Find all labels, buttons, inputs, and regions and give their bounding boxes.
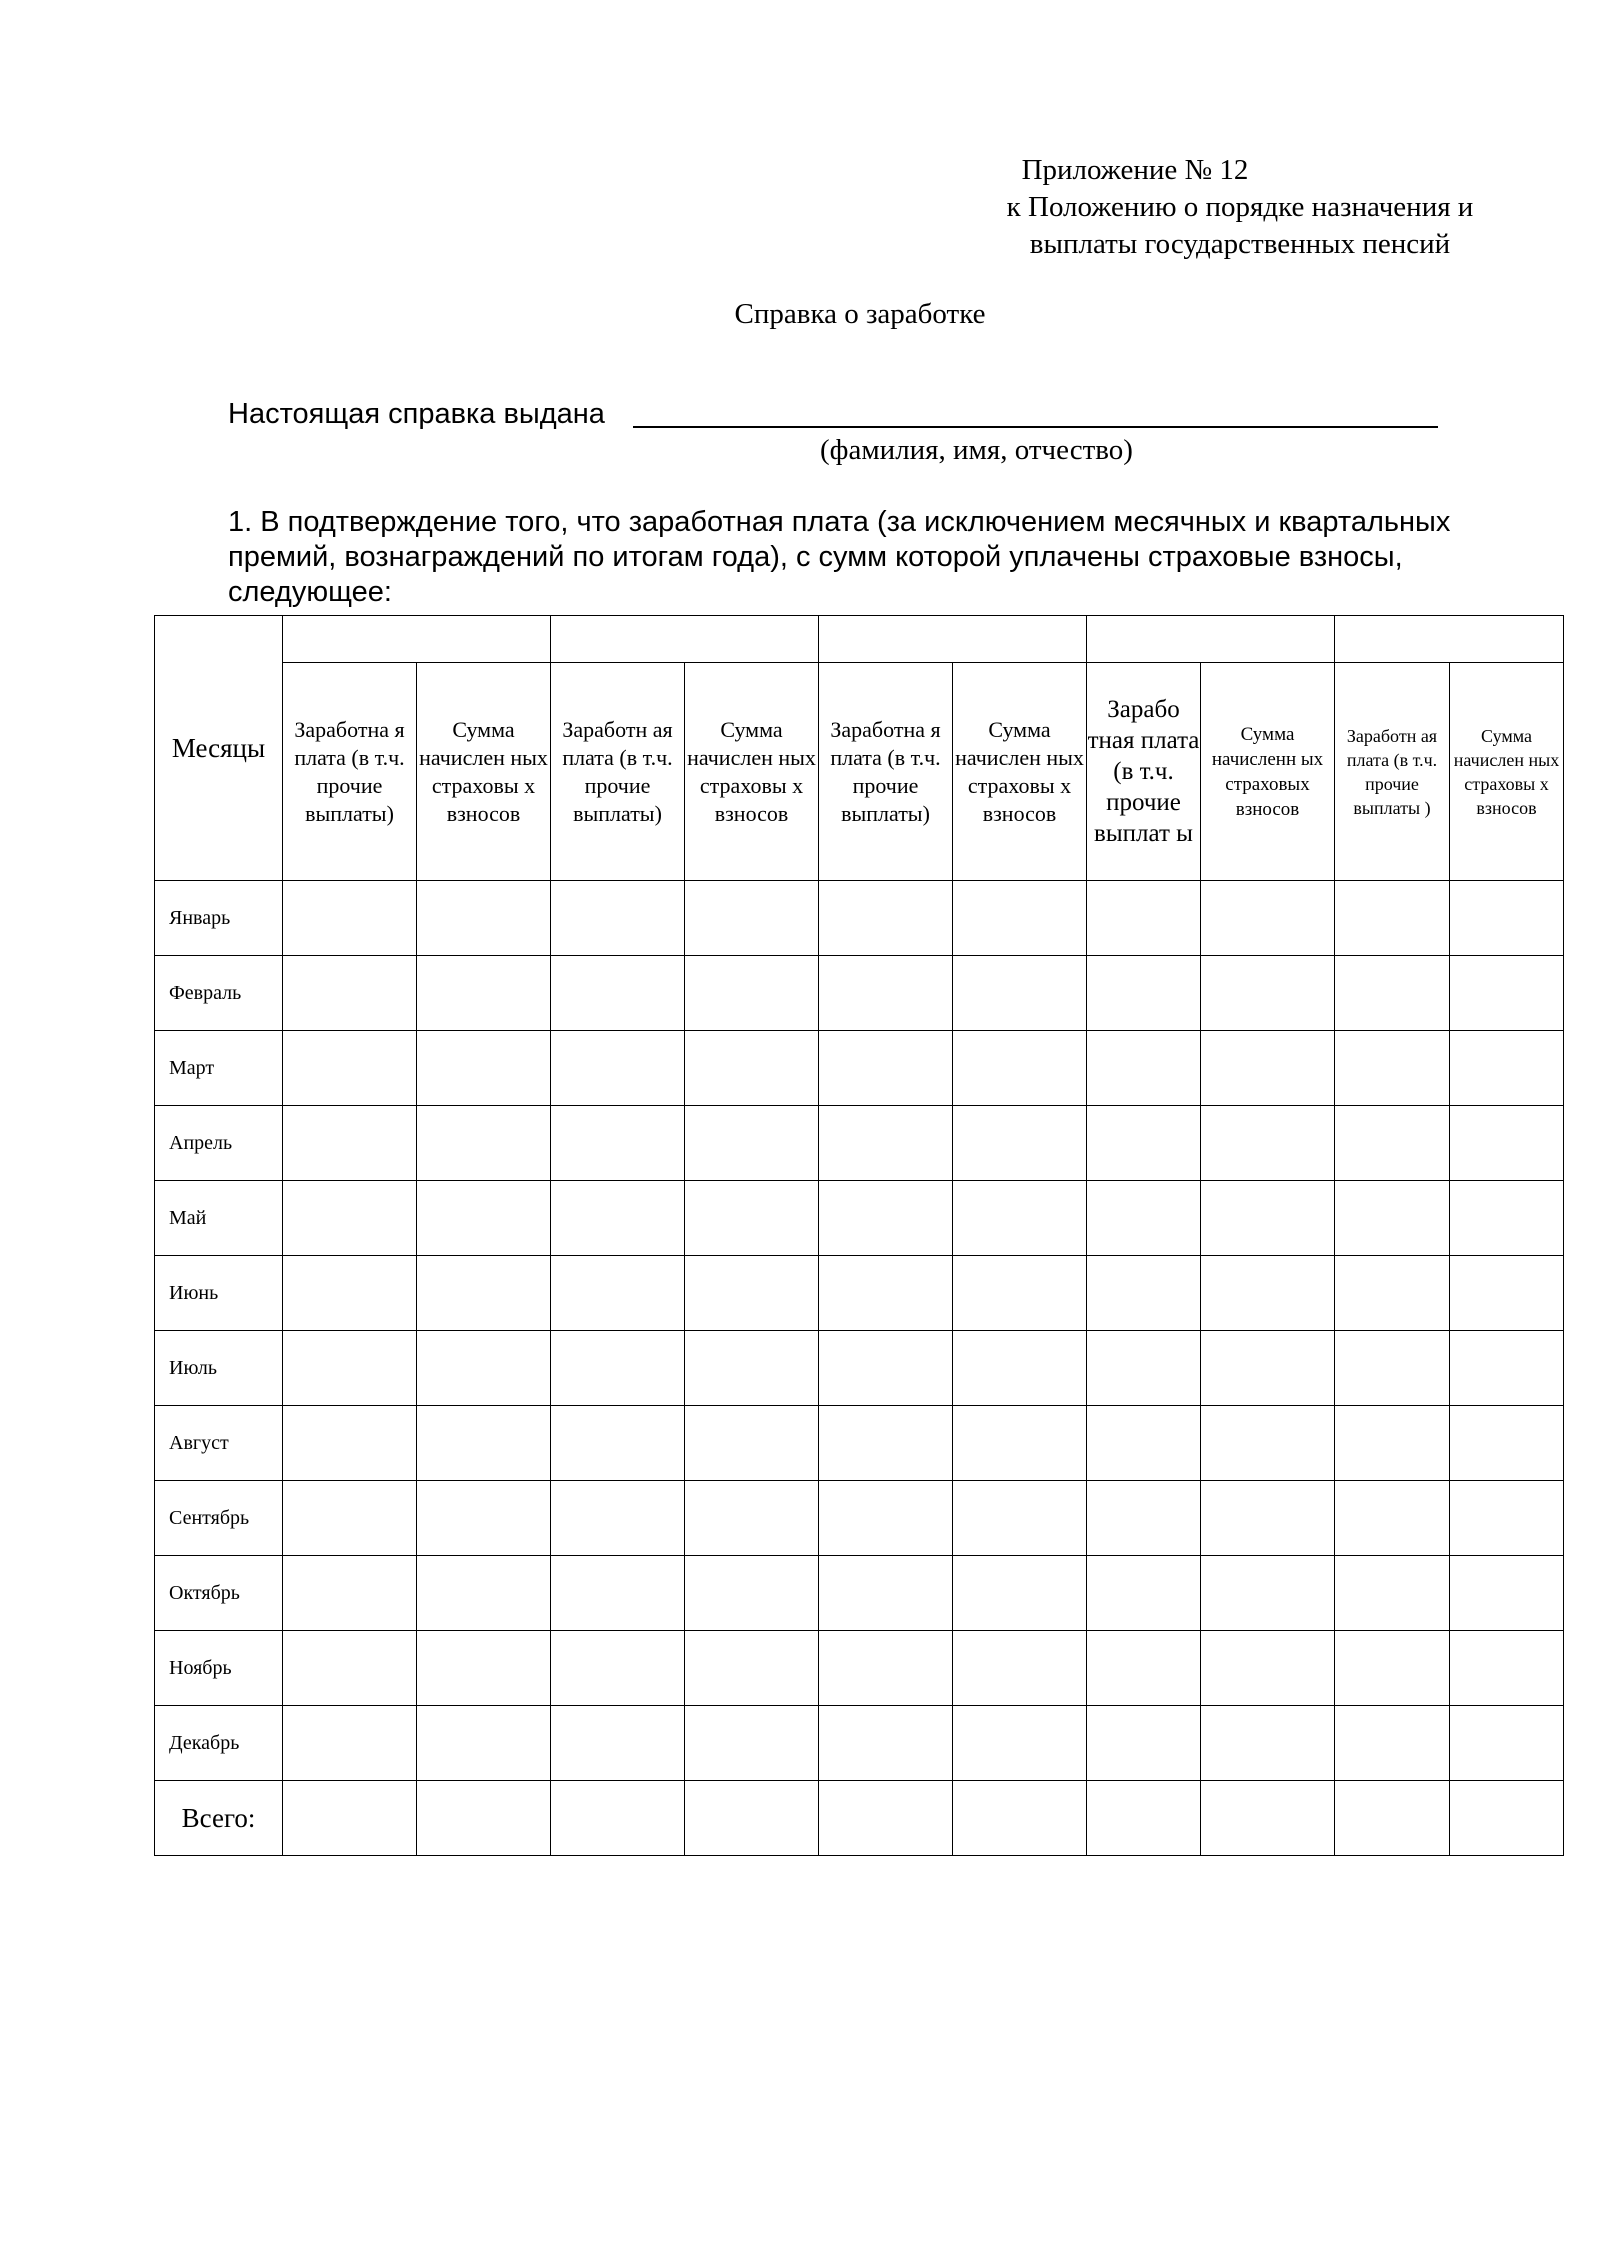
contributions-input-cell[interactable] — [417, 1631, 551, 1706]
annex-line-3: выплаты государственных пенсий — [1029, 228, 1451, 260]
salary-input-cell[interactable] — [283, 1331, 417, 1406]
contributions-input-cell[interactable] — [1201, 1781, 1335, 1856]
salary-input-cell[interactable] — [819, 1331, 953, 1406]
contributions-input-cell[interactable] — [417, 1031, 551, 1106]
salary-input-cell[interactable] — [1335, 1406, 1450, 1481]
paragraph-line-2: премий, вознаграждений по итогам года), с сумм которой уплачены страховые взносы, — [228, 541, 1403, 573]
month-row — [155, 1406, 1564, 1481]
contributions-input-cell[interactable] — [417, 1781, 551, 1856]
month-row — [155, 1331, 1564, 1406]
contributions-input-cell[interactable] — [685, 1031, 819, 1106]
salary-input-cell[interactable] — [1335, 1031, 1450, 1106]
year-header-row — [155, 616, 1564, 663]
salary-input-cell[interactable] — [283, 1781, 417, 1856]
month-label: Август — [155, 1406, 283, 1481]
salary-input-cell[interactable] — [819, 1181, 953, 1256]
issued-to-blank-line[interactable] — [633, 426, 1438, 428]
contributions-input-cell[interactable] — [953, 881, 1087, 956]
contributions-input-cell[interactable] — [417, 1706, 551, 1781]
month-row — [155, 1256, 1564, 1331]
salary-input-cell[interactable] — [283, 1181, 417, 1256]
salary-input-cell[interactable] — [819, 1706, 953, 1781]
column-header-salary: Заработн ая плата (в т.ч. прочие выплаты) — [551, 663, 685, 881]
salary-input-cell[interactable] — [283, 1631, 417, 1706]
month-row — [155, 956, 1564, 1031]
salary-input-cell[interactable] — [1335, 1481, 1450, 1556]
contributions-input-cell[interactable] — [417, 881, 551, 956]
contributions-input-cell[interactable] — [1450, 1556, 1564, 1631]
salary-input-cell[interactable] — [1335, 956, 1450, 1031]
contributions-input-cell[interactable] — [1450, 1781, 1564, 1856]
contributions-input-cell[interactable] — [685, 1256, 819, 1331]
salary-input-cell[interactable] — [819, 956, 953, 1031]
salary-input-cell[interactable] — [283, 956, 417, 1031]
contributions-input-cell[interactable] — [685, 1706, 819, 1781]
salary-input-cell[interactable] — [819, 1481, 953, 1556]
salary-input-cell[interactable] — [1087, 1331, 1201, 1406]
salary-input-cell[interactable] — [551, 1631, 685, 1706]
contributions-input-cell[interactable] — [1201, 881, 1335, 956]
annex-header — [940, 152, 1540, 263]
salary-input-cell[interactable] — [283, 1256, 417, 1331]
month-label: Июнь — [155, 1256, 283, 1331]
contributions-input-cell[interactable] — [1201, 1481, 1335, 1556]
column-header-salary: Зарабо тная плата (в т.ч. прочие выплат ы — [1087, 663, 1201, 881]
salary-input-cell[interactable] — [283, 1706, 417, 1781]
column-header-contributions: Сумма начислен ных страховы х взносов — [953, 663, 1087, 881]
contributions-input-cell[interactable] — [685, 1631, 819, 1706]
month-row — [155, 1031, 1564, 1106]
total-label: Всего: — [155, 1781, 283, 1856]
column-header-contributions: Сумма начисленн ых страховых взносов — [1201, 663, 1335, 881]
salary-input-cell[interactable] — [1335, 1256, 1450, 1331]
salary-input-cell[interactable] — [1335, 1631, 1450, 1706]
contributions-input-cell[interactable] — [1201, 1031, 1335, 1106]
salary-input-cell[interactable] — [1335, 881, 1450, 956]
annex-number: Приложение № 12 — [1021, 154, 1249, 186]
contributions-input-cell[interactable] — [1201, 1406, 1335, 1481]
salary-input-cell[interactable] — [819, 1781, 953, 1856]
salary-input-cell[interactable] — [1087, 1481, 1201, 1556]
contributions-input-cell[interactable] — [417, 1106, 551, 1181]
issued-to-label: Настоящая справка выдана — [228, 398, 605, 430]
salary-input-cell[interactable] — [819, 1631, 953, 1706]
month-label: Сентябрь — [155, 1481, 283, 1556]
contributions-input-cell[interactable] — [685, 1781, 819, 1856]
salary-input-cell[interactable] — [1087, 1256, 1201, 1331]
month-label: Февраль — [155, 956, 283, 1031]
salary-input-cell[interactable] — [551, 1106, 685, 1181]
column-header-contributions: Сумма начислен ных страховы х взносов — [1450, 663, 1564, 881]
contributions-input-cell[interactable] — [1450, 1406, 1564, 1481]
contributions-input-cell[interactable] — [685, 956, 819, 1031]
contributions-input-cell[interactable] — [417, 1256, 551, 1331]
contributions-input-cell[interactable] — [1450, 1181, 1564, 1256]
month-row — [155, 881, 1564, 956]
salary-input-cell[interactable] — [551, 1781, 685, 1856]
contributions-input-cell[interactable] — [953, 1106, 1087, 1181]
contributions-input-cell[interactable] — [1450, 1031, 1564, 1106]
column-header-contributions: Сумма начислен ных страховы х взносов — [417, 663, 551, 881]
salary-table — [154, 615, 1564, 1856]
month-label: Май — [155, 1181, 283, 1256]
year-header-cell[interactable] — [283, 616, 551, 663]
salary-input-cell[interactable] — [551, 881, 685, 956]
contributions-input-cell[interactable] — [417, 1181, 551, 1256]
paragraph-line-3: следующее: — [228, 576, 392, 608]
salary-input-cell[interactable] — [1087, 1631, 1201, 1706]
salary-input-cell[interactable] — [819, 1106, 953, 1181]
salary-input-cell[interactable] — [551, 1031, 685, 1106]
contributions-input-cell[interactable] — [953, 1631, 1087, 1706]
contributions-input-cell[interactable] — [1201, 1106, 1335, 1181]
month-label: Декабрь — [155, 1706, 283, 1781]
column-header-row — [155, 663, 1564, 881]
contributions-input-cell[interactable] — [1201, 1631, 1335, 1706]
salary-input-cell[interactable] — [551, 1331, 685, 1406]
salary-input-cell[interactable] — [1335, 1106, 1450, 1181]
salary-input-cell[interactable] — [1087, 1706, 1201, 1781]
salary-input-cell[interactable] — [1335, 1331, 1450, 1406]
contributions-input-cell[interactable] — [417, 1556, 551, 1631]
month-row — [155, 1106, 1564, 1181]
contributions-input-cell[interactable] — [1201, 956, 1335, 1031]
salary-input-cell[interactable] — [1087, 1556, 1201, 1631]
paragraph-line-1: 1. В подтверждение того, что заработная плата (за исключением месячных и квартальных — [228, 506, 1451, 538]
salary-input-cell[interactable] — [1087, 1781, 1201, 1856]
salary-input-cell[interactable] — [283, 1031, 417, 1106]
contributions-input-cell[interactable] — [953, 1031, 1087, 1106]
contributions-input-cell[interactable] — [953, 956, 1087, 1031]
month-row — [155, 1631, 1564, 1706]
contributions-input-cell[interactable] — [953, 1481, 1087, 1556]
salary-input-cell[interactable] — [283, 881, 417, 956]
month-label: Март — [155, 1031, 283, 1106]
salary-input-cell[interactable] — [819, 881, 953, 956]
month-label: Январь — [155, 881, 283, 956]
salary-input-cell[interactable] — [283, 1556, 417, 1631]
contributions-input-cell[interactable] — [1450, 956, 1564, 1031]
contributions-input-cell[interactable] — [417, 1331, 551, 1406]
month-row — [155, 1481, 1564, 1556]
contributions-input-cell[interactable] — [1201, 1706, 1335, 1781]
salary-input-cell[interactable] — [819, 1406, 953, 1481]
salary-input-cell[interactable] — [1335, 1556, 1450, 1631]
contributions-input-cell[interactable] — [685, 1181, 819, 1256]
month-label: Октябрь — [155, 1556, 283, 1631]
salary-input-cell[interactable] — [551, 1406, 685, 1481]
contributions-input-cell[interactable] — [953, 1406, 1087, 1481]
contributions-input-cell[interactable] — [1201, 1556, 1335, 1631]
contributions-input-cell[interactable] — [685, 881, 819, 956]
salary-input-cell[interactable] — [819, 1031, 953, 1106]
contributions-input-cell[interactable] — [1450, 1481, 1564, 1556]
year-header-cell[interactable] — [819, 616, 1087, 663]
contributions-input-cell[interactable] — [1450, 1106, 1564, 1181]
salary-input-cell[interactable] — [1087, 1031, 1201, 1106]
year-header-cell[interactable] — [1335, 616, 1564, 663]
month-row — [155, 1181, 1564, 1256]
month-label: Ноябрь — [155, 1631, 283, 1706]
salary-input-cell[interactable] — [819, 1556, 953, 1631]
month-label: Апрель — [155, 1106, 283, 1181]
month-row — [155, 1556, 1564, 1631]
contributions-input-cell[interactable] — [417, 956, 551, 1031]
contributions-input-cell[interactable] — [953, 1556, 1087, 1631]
contributions-input-cell[interactable] — [417, 1481, 551, 1556]
year-header-cell[interactable] — [1087, 616, 1335, 663]
contributions-input-cell[interactable] — [685, 1556, 819, 1631]
salary-input-cell[interactable] — [551, 1556, 685, 1631]
salary-input-cell[interactable] — [283, 1481, 417, 1556]
contributions-input-cell[interactable] — [1450, 1331, 1564, 1406]
contributions-input-cell[interactable] — [1201, 1256, 1335, 1331]
salary-input-cell[interactable] — [551, 1181, 685, 1256]
salary-input-cell[interactable] — [1335, 1706, 1450, 1781]
month-row — [155, 1706, 1564, 1781]
contributions-input-cell[interactable] — [685, 1481, 819, 1556]
salary-input-cell[interactable] — [551, 1481, 685, 1556]
salary-input-cell[interactable] — [1087, 1106, 1201, 1181]
salary-input-cell[interactable] — [551, 1706, 685, 1781]
confirmation-paragraph — [228, 505, 1528, 610]
salary-input-cell[interactable] — [1087, 1406, 1201, 1481]
total-row — [155, 1781, 1564, 1856]
salary-input-cell[interactable] — [551, 1256, 685, 1331]
column-header-contributions: Сумма начислен ных страховы х взносов — [685, 663, 819, 881]
salary-input-cell[interactable] — [1335, 1181, 1450, 1256]
contributions-input-cell[interactable] — [953, 1706, 1087, 1781]
contributions-input-cell[interactable] — [1201, 1181, 1335, 1256]
salary-input-cell[interactable] — [1087, 1181, 1201, 1256]
issued-to-caption: (фамилия, имя, отчество) — [820, 434, 1133, 466]
column-header-salary: Заработн ая плата (в т.ч. прочие выплаты ) — [1335, 663, 1450, 881]
contributions-input-cell[interactable] — [1201, 1331, 1335, 1406]
salary-input-cell[interactable] — [283, 1106, 417, 1181]
contributions-input-cell[interactable] — [953, 1331, 1087, 1406]
salary-input-cell[interactable] — [1087, 881, 1201, 956]
column-header-salary: Заработна я плата (в т.ч. прочие выплаты) — [819, 663, 953, 881]
contributions-input-cell[interactable] — [685, 1406, 819, 1481]
months-header: Месяцы — [155, 616, 283, 881]
contributions-input-cell[interactable] — [1450, 1631, 1564, 1706]
year-header-cell[interactable] — [551, 616, 819, 663]
contributions-input-cell[interactable] — [953, 1256, 1087, 1331]
salary-input-cell[interactable] — [819, 1256, 953, 1331]
contributions-input-cell[interactable] — [1450, 881, 1564, 956]
contributions-input-cell[interactable] — [1450, 1706, 1564, 1781]
salary-input-cell[interactable] — [1335, 1781, 1450, 1856]
document-title: Справка о заработке — [734, 298, 986, 330]
contributions-input-cell[interactable] — [953, 1181, 1087, 1256]
contributions-input-cell[interactable] — [417, 1406, 551, 1481]
salary-input-cell[interactable] — [283, 1406, 417, 1481]
salary-input-cell[interactable] — [551, 956, 685, 1031]
contributions-input-cell[interactable] — [685, 1106, 819, 1181]
contributions-input-cell[interactable] — [685, 1331, 819, 1406]
month-label: Июль — [155, 1331, 283, 1406]
contributions-input-cell[interactable] — [953, 1781, 1087, 1856]
contributions-input-cell[interactable] — [1450, 1256, 1564, 1331]
salary-input-cell[interactable] — [1087, 956, 1201, 1031]
annex-line-2: к Положению о порядке назначения и — [1006, 191, 1474, 223]
column-header-salary: Заработна я плата (в т.ч. прочие выплаты) — [283, 663, 417, 881]
